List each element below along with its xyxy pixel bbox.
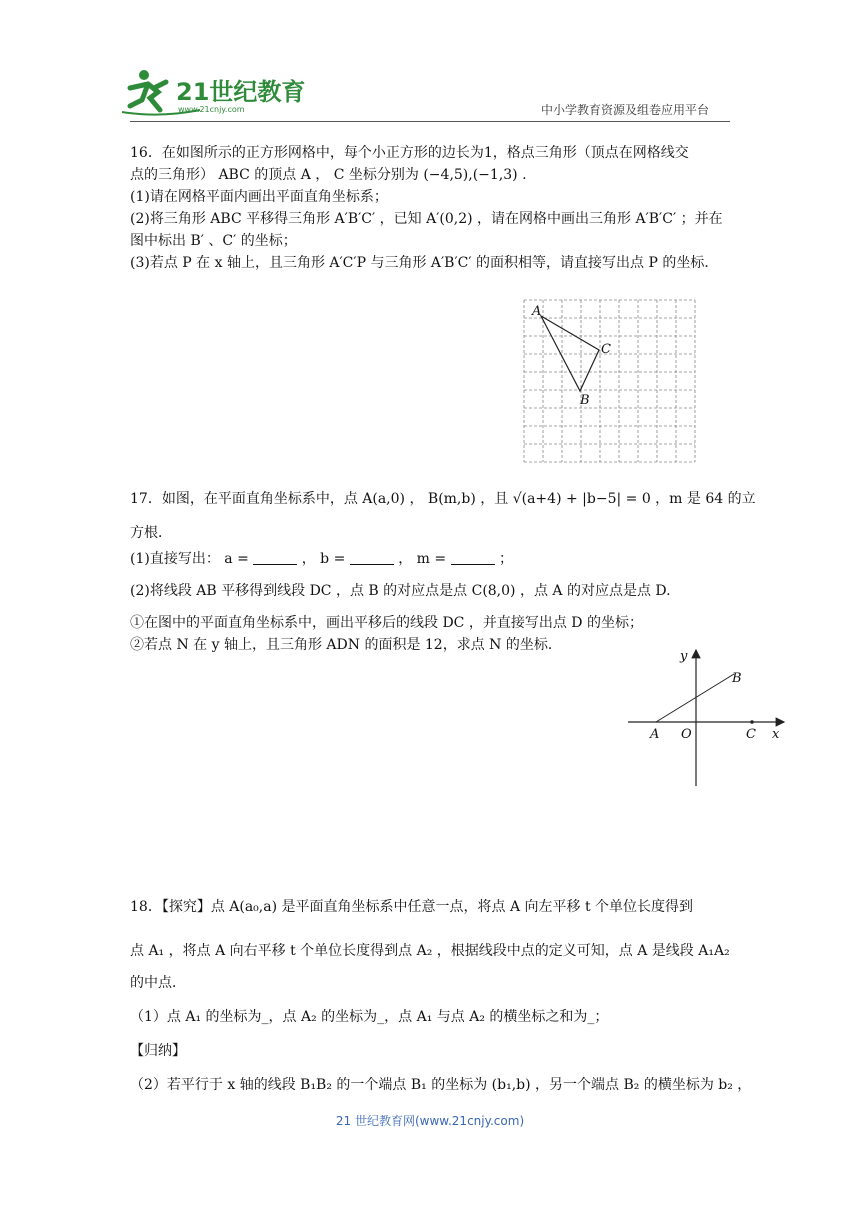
q17-line3-part-b: ， b = xyxy=(297,551,350,567)
q17-line1: 17．如图，在平面直角坐标系中，点 A(a,0) ， B(m,b) ，且 √(a+4) + |b−5| = 0 ，m 是 64 的立 xyxy=(130,491,756,507)
q17-line3 xyxy=(130,548,513,570)
q18-line2: 点 A₁ ，将点 A 向右平移 t 个单位长度得到点 A₂ ，根据线段中点的定义可知，点 A 是线段 A₁A₂ xyxy=(130,943,730,959)
q18-heading-induction: 【归纳】 xyxy=(130,1043,186,1059)
logo-url: www.21cnjy.com xyxy=(178,105,245,114)
q17-line3-part-c: ， m = xyxy=(393,551,451,567)
logo-text: 21世纪教育 xyxy=(176,78,306,106)
q16-line3: (1)请在网格平面内画出平面直角坐标系； xyxy=(130,189,388,205)
label-a: A xyxy=(650,727,660,742)
grid-lines xyxy=(524,300,695,462)
q16-line5: 图中标出 B′ 、C′ 的坐标； xyxy=(130,233,297,249)
q17-coordinate-figure xyxy=(624,646,790,790)
q17-line3-part-a: (1)直接写出： a = xyxy=(130,551,254,567)
q16-line6: (3)若点 P 在 x 轴上，且三角形 A′C′P 与三角形 A′B′C′ 的面积相等，请直接写出点 P 的坐标． xyxy=(130,255,719,271)
q17-line4: (2)将线段 AB 平移得到线段 DC ，点 B 的对应点是点 C(8,0) ，点 A 的对应点是点 D. xyxy=(130,583,671,599)
q18-line6: （2）若平行于 x 轴的线段 B₁B₂ 的一个端点 B₁ 的坐标为 (b₁,b) ，另一个端点 B₂ 的横坐标为 b₂ ， xyxy=(130,1077,752,1093)
q17-line2: 方根． xyxy=(130,525,172,541)
q18-line1: 18．【探究】点 A(a₀,a) 是平面直角坐标系中任意一点，将点 A 向左平移 t 个单位长度得到 xyxy=(130,899,694,915)
q17-line5: ①在图中的平面直角坐标系中，画出平移后的线段 DC ，并直接写出点 D 的坐标； xyxy=(130,615,643,631)
label-o: O xyxy=(681,727,692,742)
answer-blank-m[interactable] xyxy=(451,550,495,565)
site-logo xyxy=(120,66,306,118)
label-c: C xyxy=(601,342,611,357)
page-footer: 21 世纪教育网(www.21cnjy.com) xyxy=(335,1114,525,1128)
q17-line6: ②若点 N 在 y 轴上，且三角形 ADN 的面积是 12，求点 N 的坐标． xyxy=(130,637,562,653)
triangle-abc xyxy=(541,316,599,391)
label-a: A xyxy=(532,304,542,319)
label-x: x xyxy=(772,727,780,742)
point-c xyxy=(750,720,754,724)
q18-line4: （1）点 A₁ 的坐标为_，点 A₂ 的坐标为_，点 A₁ 与点 A₂ 的横坐标之和为_； xyxy=(130,1009,609,1025)
q17-line3-part-d: ； xyxy=(494,551,514,567)
answer-blank-a[interactable] xyxy=(253,550,297,565)
label-y: y xyxy=(680,649,688,664)
label-b: B xyxy=(732,671,742,686)
q16-line2: 点的三角形） ABC 的顶点 A ， C 坐标分别为 (−4,5),(−1,3) . xyxy=(130,167,527,183)
runner-logo-icon xyxy=(120,66,306,118)
label-b: B xyxy=(580,393,590,408)
q16-line1: 16．在如图所示的正方形网格中，每个小正方形的边长为1，格点三角形（顶点在网格线交 xyxy=(130,145,689,161)
answer-blank-b[interactable] xyxy=(350,550,394,565)
header-platform-name: 中小学教育资源及组卷应用平台 xyxy=(541,103,710,117)
header-divider xyxy=(130,121,730,122)
label-c: C xyxy=(746,727,756,742)
q18-line3: 的中点． xyxy=(130,975,186,991)
segment-ab xyxy=(656,674,734,722)
q16-line4: (2)将三角形 ABC 平移得三角形 A′B′C′ ，已知 A′(0,2) ，请在网格中画出三角形 A′B′C′ ；并在 xyxy=(130,211,723,227)
q16-grid-figure xyxy=(522,298,694,466)
